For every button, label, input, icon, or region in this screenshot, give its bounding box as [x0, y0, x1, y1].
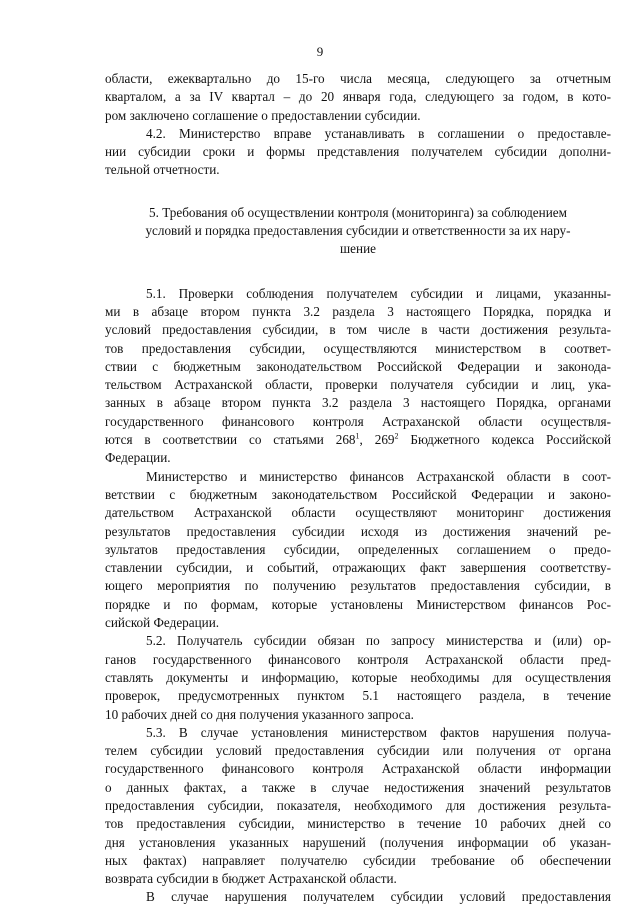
text-line-with-superscripts	[105, 431, 611, 449]
heading-line: условий и порядка предоставления субсидии и ответственности за их нару-	[145, 223, 571, 239]
text-line: тельной отчетности.	[105, 162, 220, 178]
text-line: области, ежеквартально до 15-го числа месяца, следующего за отчетным	[105, 71, 611, 86]
paragraph-5-1	[105, 285, 611, 468]
paragraph-violation	[105, 888, 611, 906]
text-line: Федерации.	[105, 450, 171, 466]
paragraph-4-2	[105, 125, 611, 180]
text-line: зультатов предоставления субсидии, определенных соглашением о предо-	[105, 541, 611, 557]
text-line: ставлении субсидии, и событий, отражающих факт завершения соответству-	[105, 560, 611, 576]
section-heading	[105, 204, 611, 259]
text-line: В случае нарушения получателем субсидии условий предоставления	[146, 889, 611, 905]
text-line: 4.2. Министерство вправе устанавливать в соглашении о предоставле-	[146, 125, 611, 141]
page-number: 9	[316, 44, 324, 59]
heading-line: 5. Требования об осуществлении контроля (мониторинга) за соблюдением	[149, 204, 567, 220]
text-line: ром заключено соглашение о предоставлении субсидии.	[105, 107, 421, 123]
text-line: ставлять документы и информацию, которые необходимы для осуществления	[105, 669, 611, 685]
paragraph-intro	[105, 70, 611, 125]
text-line: дня установления указанных нарушений (получения информации об указан-	[105, 834, 611, 850]
text-line: предоставления субсидии, показателя, необходимого для достижения результа-	[105, 797, 611, 813]
text-line: тов предоставления субсидии, министерство в течение 10 рабочих дней со	[105, 816, 611, 832]
text-line: тов предоставления субсидии, осуществляются министерством в соответ-	[105, 340, 611, 356]
heading-line: шение	[340, 241, 376, 257]
text-line: ми в абзаце втором пункта 3.2 раздела 3 настоящего Порядка, порядка и	[105, 303, 611, 319]
text-fragment: Бюджетного кодекса Российской	[398, 432, 612, 448]
text-line: 5.1. Проверки соблюдения получателем субсидии и лицами, указанны-	[146, 285, 611, 301]
text-line: проверок, предусмотренных пунктом 5.1 настоящего раздела, в течение	[105, 688, 611, 704]
text-line: занных в абзаце втором пункта 3.2 раздела 3 настоящего Порядка, органами	[105, 395, 611, 411]
superscript: 2	[394, 431, 399, 441]
text-line: возврата субсидии в бюджет Астраханской области.	[105, 871, 397, 887]
document-body	[105, 70, 611, 907]
text-line: государственного финансового контроля Астраханской области осуществля-	[105, 413, 611, 429]
text-line: 5.2. Получатель субсидии обязан по запросу министерства и (или) ор-	[146, 633, 611, 649]
text-line: нии субсидии сроки и формы представления получателем субсидии дополни-	[105, 144, 611, 160]
text-line: 10 рабочих дней со дня получения указанного запроса.	[105, 706, 414, 722]
text-line: Министерство и министерство финансов Астраханской области в соот-	[146, 468, 611, 484]
superscript: 1	[355, 431, 360, 441]
text-line: ных фактах) направляет получателю субсидии требование об обеспечении	[105, 852, 611, 868]
text-line: порядке и по формам, которые установлены Министерством финансов Рос-	[105, 596, 611, 612]
paragraph-5-2	[105, 632, 611, 723]
text-line: о данных фактах, а также в случае недостижения значений результатов	[105, 779, 611, 795]
text-line: результатов предоставления субсидии исходя из достижения значений ре-	[105, 523, 611, 539]
paragraph-monitoring	[105, 468, 611, 633]
text-line: кварталом, а за IV квартал – до 20 января года, следующего за годом, в кото-	[105, 89, 611, 105]
text-line: дательством Астраханской области осуществляют мониторинг достижения	[105, 505, 611, 521]
text-line: ствии с бюджетным законодательством Российской Федерации и законода-	[105, 358, 611, 374]
text-line: сийской Федерации.	[105, 615, 220, 631]
text-line: 5.3. В случае установления министерством фактов нарушения получа-	[146, 724, 611, 740]
paragraph-5-3	[105, 724, 611, 889]
text-line: тельством Астраханской области, проверки получателя субсидии и лиц, ука-	[105, 377, 611, 393]
text-line: ганов государственного финансового контроля Астраханской области пред-	[105, 651, 611, 667]
text-line: ветствии с бюджетным законодательством Российской Федерации и законо-	[105, 486, 611, 502]
text-line: условий предоставления субсидии, в том числе в части достижения результа-	[105, 322, 611, 338]
text-fragment: , 269	[359, 432, 395, 448]
text-line: телем субсидии условий предоставления субсидии или получения от органа	[105, 743, 611, 759]
text-line: государственного финансового контроля Астраханской области информации	[105, 761, 611, 777]
text-fragment: ются в соответствии со статьями 268	[105, 432, 356, 448]
text-line: ющего мероприятия по получению результатов предоставления субсидии, в	[105, 578, 611, 594]
